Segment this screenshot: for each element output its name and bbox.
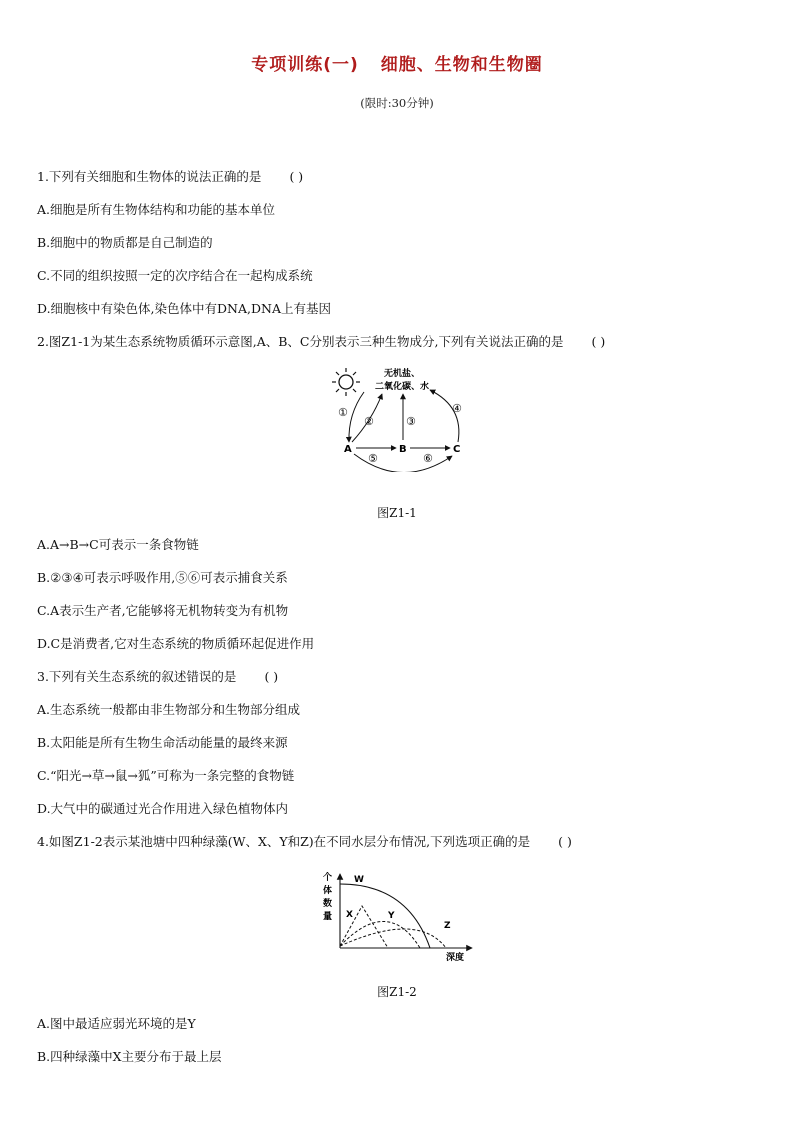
figure-2-caption: 图Z1-2 (377, 985, 417, 999)
answer-paren: ( ) (264, 669, 279, 684)
curve-w (340, 884, 430, 948)
q2-option-c: C.A表示生产者,它能够将无机物转变为有机物 (37, 603, 289, 618)
q4-option-b: B.四种绿藻中X主要分布于最上层 (37, 1049, 222, 1064)
q4-option-a: A.图中最适应弱光环境的是Y (37, 1016, 196, 1031)
arrow-3-label: ③ (406, 415, 416, 428)
q3-option-c: C.“阳光→草→鼠→狐”可称为一条完整的食物链 (37, 768, 295, 783)
top-label-line-1: 无机盐、 (383, 369, 421, 379)
y-label-char-2: 体 (323, 886, 333, 896)
node-a: A (344, 444, 352, 455)
arrow-4 (430, 390, 459, 442)
curve-x-label: X (346, 910, 353, 920)
figure-z1-1-diagram (330, 362, 480, 472)
answer-paren: ( ) (558, 834, 572, 849)
x-axis-label: 深度 (446, 953, 465, 963)
curve-w-label: W (354, 875, 364, 885)
arrow-2-label: ② (364, 415, 374, 428)
q2-option-d: D.C是消费者,它对生态系统的物质循环起促进作用 (37, 636, 315, 651)
node-b: B (399, 444, 407, 455)
y-label-char-4: 量 (323, 912, 333, 922)
curve-y-label: Y (388, 911, 395, 921)
arrow-1-label: ① (338, 406, 348, 419)
arrow-1 (349, 392, 364, 442)
node-c: C (453, 444, 461, 455)
q3-option-d: D.大气中的碳通过光合作用进入绿色植物体内 (37, 801, 289, 816)
title-part-1: 专项训练(一) (251, 55, 359, 75)
arrow-4-label: ④ (452, 402, 462, 415)
y-label-char-3: 数 (323, 899, 333, 909)
sun-icon (332, 368, 360, 396)
answer-paren: ( ) (591, 334, 606, 349)
title-part-2: 细胞、生物和生物圈 (380, 55, 543, 75)
y-label-char-1: 个 (323, 873, 333, 883)
curve-y (340, 921, 420, 948)
q2-option-b: B.②③④可表示呼吸作用,⑤⑥可表示捕食关系 (37, 570, 288, 585)
arrow-6-label: ⑥ (423, 452, 433, 465)
arrow-5-label: ⑤ (368, 452, 378, 465)
top-label-line-2: 二氧化碳、水 (374, 382, 430, 392)
q1-option-d: D.细胞核中有染色体,染色体中有DNA,DNA上有基因 (37, 301, 331, 316)
question-1-stem: 1.下列有关细胞和生物体的说法正确的是 ( ) (37, 169, 304, 184)
question-4-stem: 4.如图Z1-2表示某池塘中四种绿藻(W、X、Y和Z)在不同水层分布情况,下列选项正确的是 ( ) (37, 834, 572, 849)
page-title (0, 50, 794, 75)
question-3-stem: 3.下列有关生态系统的叙述错误的是 ( ) (37, 669, 279, 684)
curve-z-label: Z (444, 921, 451, 931)
q1-option-b: B.细胞中的物质都是自己制造的 (37, 235, 213, 250)
time-limit: (限时:30分钟) (360, 96, 434, 110)
q1-option-a: A.细胞是所有生物体结构和功能的基本单位 (37, 202, 276, 217)
answer-paren: ( ) (289, 169, 304, 184)
q2-option-a: A.A→B→C可表示一条食物链 (37, 537, 199, 552)
question-2-stem: 2.图Z1-1为某生态系统物质循环示意图,A、B、C分别表示三种生物成分,下列有关说法正确的是 ( ) (37, 334, 606, 349)
q3-option-a: A.生态系统一般都由非生物部分和生物部分组成 (37, 702, 301, 717)
figure-z1-2-graph (318, 866, 478, 966)
q3-option-b: B.太阳能是所有生物生命活动能量的最终来源 (37, 735, 288, 750)
figure-1-caption: 图Z1-1 (377, 506, 417, 520)
q1-option-c: C.不同的组织按照一定的次序结合在一起构成系统 (37, 268, 313, 283)
